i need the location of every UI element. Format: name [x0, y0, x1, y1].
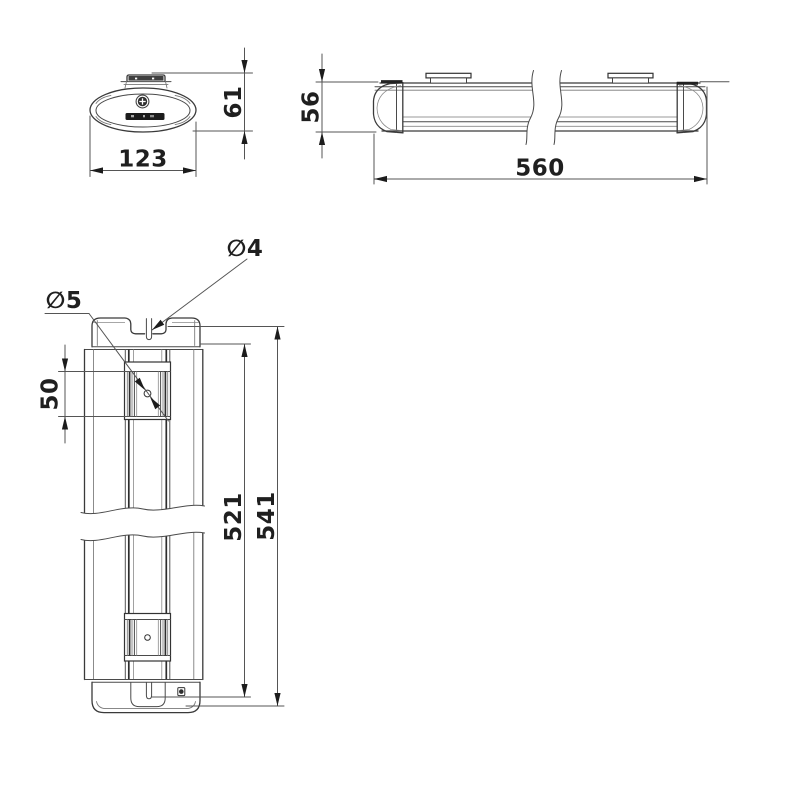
end-view-dimensions [90, 48, 253, 177]
dim-label-overall-length: 541 [254, 491, 280, 541]
side-view-break-lines [526, 71, 562, 145]
rear-view-top-cap [92, 318, 200, 347]
rear-view [81, 318, 205, 713]
dim-label-side-length: 560 [515, 155, 565, 182]
brand-label-bar [126, 113, 165, 120]
bottom-keyhole-recess [131, 683, 165, 707]
end-view [90, 75, 196, 132]
bracket-hole [145, 635, 151, 641]
dim-label-keyhole-diameter: ∅4 [226, 236, 264, 262]
rear-view-lower-bracket [125, 614, 171, 662]
dim-label-bracket-hole-diameter: ∅5 [45, 288, 83, 314]
rear-view-break-lines [81, 505, 205, 540]
cap-screw-detail [178, 688, 185, 696]
screw-icon [136, 95, 149, 108]
dim-label-bracket-slot: 50 [37, 377, 64, 411]
dim-label-mounting-length: 521 [221, 492, 247, 542]
dim-label-end-height: 61 [221, 85, 247, 119]
top-keyhole-slot [146, 319, 151, 340]
side-view [374, 71, 730, 145]
dim-label-side-height: 56 [298, 90, 325, 124]
dia4-callout [150, 236, 263, 332]
dim-label-end-width: 123 [118, 146, 168, 173]
end-view-clip [121, 75, 171, 88]
bottom-keyhole-slot [146, 683, 151, 699]
